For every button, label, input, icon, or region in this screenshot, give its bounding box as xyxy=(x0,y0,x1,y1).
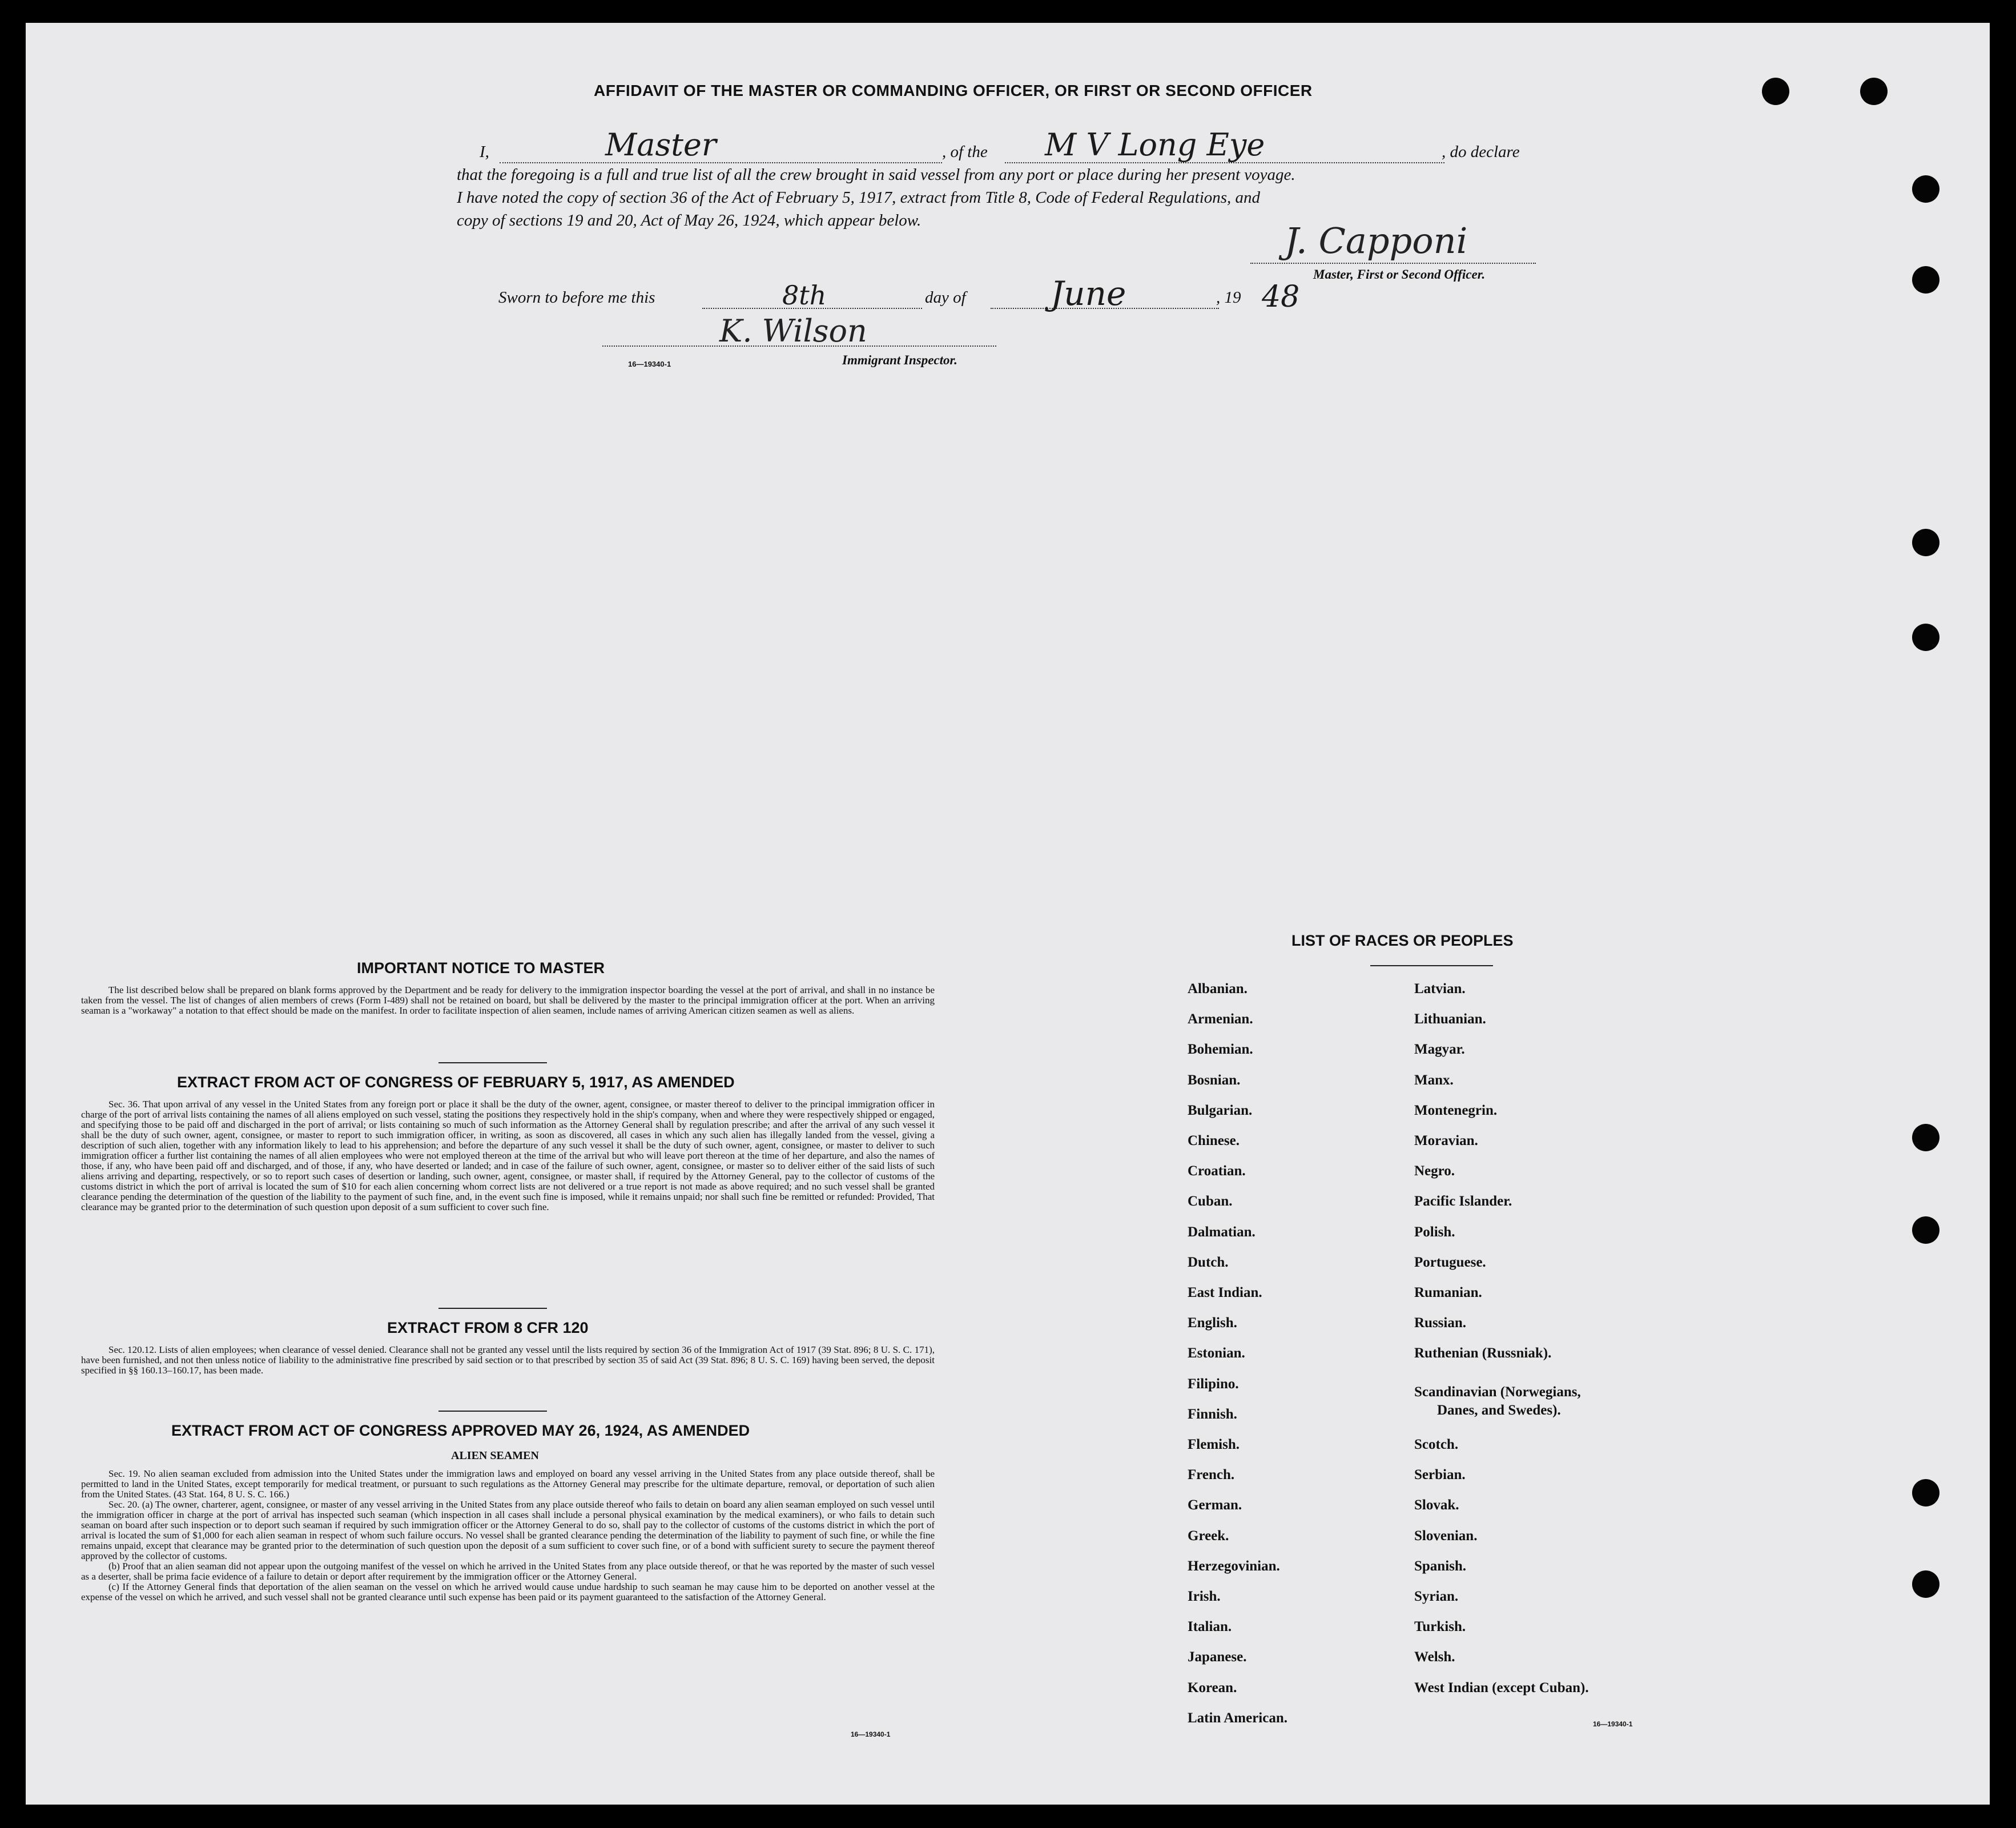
races-title: LIST OF RACES OR PEOPLES xyxy=(1291,932,1514,949)
race-item: Cuban. xyxy=(1188,1194,1233,1210)
form-number: 16—19340-1 xyxy=(628,360,671,368)
race-item: Croatian. xyxy=(1188,1163,1246,1179)
binder-hole xyxy=(1762,78,1789,105)
inspector-caption: Immigrant Inspector. xyxy=(842,353,957,367)
affidavit-i-value: Master xyxy=(605,127,717,163)
race-item: Latvian. xyxy=(1414,981,1466,997)
race-item: Dalmatian. xyxy=(1188,1224,1256,1240)
affidavit-do-declare: , do declare xyxy=(1442,143,1520,161)
divider xyxy=(438,1308,547,1309)
form-number: 16—19340-1 xyxy=(851,1730,891,1738)
race-item: Italian. xyxy=(1188,1619,1232,1635)
extract-1917-text xyxy=(81,1099,935,1212)
divider xyxy=(438,1062,547,1063)
affidavit-line-2: that the foregoing is a full and true list of all the crew brought in said vessel from any port or place during her present voyage. xyxy=(457,166,1295,184)
race-item: West Indian (except Cuban). xyxy=(1414,1680,1589,1696)
race-item: Syrian. xyxy=(1414,1589,1459,1604)
race-item: Armenian. xyxy=(1188,1011,1253,1027)
race-item: Latin American. xyxy=(1188,1710,1287,1726)
race-item: Estonian. xyxy=(1188,1345,1245,1361)
extract-cfr-text xyxy=(81,1345,935,1376)
race-item: German. xyxy=(1188,1497,1242,1513)
extract-cfr-paragraph: Sec. 120.12. Lists of alien employees; when clearance of vessel denied. Clearance shall not be granted any vessel until the lists required by section 36 of the Immigration Act of 1917 (39 Stat. 896; 8 U. S. C. 171), have been furnished, and not then unless notice of liability to the administrative fine prescribed by said section or to that prescribed by section 35 of said Act (39 Stat. 896; 8 U. S. C. 169) having been served, the deposit specified in §§ 160.13–160.17, has been made. xyxy=(81,1344,935,1376)
notice-title: IMPORTANT NOTICE TO MASTER xyxy=(357,959,605,977)
affidavit-of-the-label: , of the xyxy=(942,143,988,161)
race-item: Moravian. xyxy=(1414,1133,1478,1148)
divider xyxy=(438,1411,547,1412)
binder-hole xyxy=(1912,1216,1939,1244)
master-signature-caption: Master, First or Second Officer. xyxy=(1313,267,1486,282)
binder-hole xyxy=(1912,266,1939,294)
sec-20a-paragraph: Sec. 20. (a) The owner, charterer, agent, consignee, or master of any vessel arriving in the United States from any place outside thereof who fails to detain on board any alien seaman employed on such vessel until the immigration officer in charge at the port of arrival has inspected such seaman (which inspection in all cases shall include a personal physical examination by the medical examiners), or who fails to detain such seaman on board after such inspection or to deport such seaman if required by such immigration officer or the Attorney General to do so, shall pay to the collector of customs of the customs district in which the port of arrival is located the sum of $1,000 for each alien seaman in respect of whom such failure occurs. No vessel shall be granted clearance pending the determination of the liability to payment of such fine, or while the fine remains unpaid, except that clearance may be granted prior to the determination of such question upon the deposit of a sum sufficient to cover such fine, or of a bond with sufficient surety to secure the payment thereof approved by the collector of customs. xyxy=(81,1499,935,1561)
binder-hole xyxy=(1912,529,1939,556)
race-item: Serbian. xyxy=(1414,1467,1466,1483)
race-item: French. xyxy=(1188,1467,1235,1483)
race-item: Ruthenian (Russniak). xyxy=(1414,1345,1552,1361)
affidavit-line-3: I have noted the copy of section 36 of the Act of February 5, 1917, extract from Title 8, Code of Federal Regulations, and xyxy=(457,188,1261,207)
race-item: Slovenian. xyxy=(1414,1528,1478,1544)
race-item: Lithuanian. xyxy=(1414,1011,1486,1027)
extract-1917-paragraph: Sec. 36. That upon arrival of any vessel in the United States from any foreign port or place it shall be the duty of the owner, agent, consignee, or master thereof to deliver to the principal immigration officer in charge of the port of arrival lists containing the names of all aliens employed on such vessel, stating the positions they respectively hold in the ship's company, when and where they were respectively shipped or engaged, and specifying those to be paid off and discharged in the port of arrival; or lists containing so much of such information as the Attorney General shall by regulation prescribe; and after the arrival of any such vessel it shall be the duty of such owner, agent, consignee, or master to report to such immigration officer, in writing, as soon as discovered, all cases in which any such alien has illegally landed from the vessel, giving a description of such alien, together with any information likely to lead to his apprehension; and before the departure of any such vessel it shall be the duty of such owner, agent, consignee, or master to deliver to such immigration officer a further list containing the names of all alien employees who were not employed thereon at the time of the arrival but who will leave port thereon at the time of her departure, and also the names of those, if any, who have been paid off and discharged, and of those, if any, who have deserted or landed; and in case of the failure of such owner, agent, consignee, or master so to deliver either of the said lists of such aliens arriving and departing, respectively, or so to report such cases of desertion or landing, such owner, agent, consignee, or master shall, if required by the Attorney General, pay to the collector of customs of the customs district in which the port of arrival is located the sum of $10 for each alien concerning whom correct lists are not delivered or a true report is not made as above required; and no such vessel shall be granted clearance pending the determination of the question of the liability to the payment of such fine, and, in the event such fine is imposed, while it remains unpaid; nor shall such fine be remitted or refunded: Provided, That clearance may be granted prior to the determination of such question upon deposit of a sum sufficient to cover such fine. xyxy=(81,1099,935,1212)
divider xyxy=(1370,965,1493,966)
sworn-day-value: 8th xyxy=(782,280,827,311)
race-item: Irish. xyxy=(1188,1589,1221,1604)
extract-cfr-title: EXTRACT FROM 8 CFR 120 xyxy=(387,1319,589,1336)
race-item: Spanish. xyxy=(1414,1558,1467,1574)
extract-1924-subtitle: ALIEN SEAMEN xyxy=(451,1449,539,1462)
binder-hole xyxy=(1912,1124,1939,1151)
binder-hole xyxy=(1912,175,1939,203)
year-prefix: , 19 xyxy=(1216,288,1241,307)
affidavit-line-4: copy of sections 19 and 20, Act of May 26, 1924, which appear below. xyxy=(457,211,922,230)
race-item: Pacific Islander. xyxy=(1414,1194,1512,1210)
affidavit-vessel-value: M V Long Eye xyxy=(1045,127,1265,163)
race-item: Montenegrin. xyxy=(1414,1102,1498,1118)
binder-hole xyxy=(1860,78,1888,105)
race-item: Albanian. xyxy=(1188,981,1248,997)
race-item: Portuguese. xyxy=(1414,1254,1486,1270)
race-item: Russian. xyxy=(1414,1315,1467,1331)
race-item: Magyar. xyxy=(1414,1042,1465,1058)
race-item: Bohemian. xyxy=(1188,1042,1253,1058)
form-number: 16—19340-1 xyxy=(1593,1720,1633,1728)
race-item: Filipino. xyxy=(1188,1376,1239,1392)
year-suffix: 48 xyxy=(1262,280,1300,314)
race-item: Slovak. xyxy=(1414,1497,1459,1513)
race-item: Bosnian. xyxy=(1188,1072,1241,1088)
race-item: Herzegovinian. xyxy=(1188,1558,1280,1574)
race-item: Negro. xyxy=(1414,1163,1455,1179)
race-item: Scandinavian (Norwegians, xyxy=(1414,1384,1581,1400)
binder-hole xyxy=(1912,1570,1939,1598)
race-item: Manx. xyxy=(1414,1072,1454,1088)
sworn-month-value: June xyxy=(1051,274,1126,313)
sec-20c-paragraph: (c) If the Attorney General finds that deportation of the alien seaman on the vessel on which he arrived would cause undue hardship to such seaman he may cause him to be deported on another vessel at the expense of the vessel on which he arrived, and such vessel shall not be granted clearance until such expense has been paid or its payment guaranteed to the satisfaction of the Attorney General. xyxy=(81,1581,935,1602)
sec-20b-paragraph: (b) Proof that an alien seaman did not appear upon the outgoing manifest of the vessel on which he arrived in the United States from any place outside thereof, or that he was reported by the master of such vessel as a deserter, shall be prima facie evidence of a failure to detain or deport after requirement by the immigration officer or the Attorney General. xyxy=(81,1561,935,1582)
race-item: Korean. xyxy=(1188,1680,1237,1696)
race-item: Polish. xyxy=(1414,1224,1455,1240)
i-fill-line xyxy=(500,143,942,163)
race-item: Scotch. xyxy=(1414,1437,1459,1452)
race-item: Japanese. xyxy=(1188,1649,1247,1665)
notice-paragraph: The list described below shall be prepared on blank forms approved by the Department and be ready for delivery to the immigration inspector boarding the vessel at the port of arrival, and shall in no instance be taken from the vessel. The list of changes of alien members of crews (Form I-489) shall not be retained on board, but shall be delivered by the master to the principal immigration officer at the port. When an arriving seaman is a "workaway" a notation to that effect should be made on the manifest. In order to facilitate inspection of alien seamen, include names of arriving American citizen seamen as well as aliens. xyxy=(81,985,935,1016)
race-item: Greek. xyxy=(1188,1528,1229,1544)
race-item: Welsh. xyxy=(1414,1649,1455,1665)
race-item: Flemish. xyxy=(1188,1437,1240,1452)
affidavit-title: AFFIDAVIT OF THE MASTER OR COMMANDING OFFICER, OR FIRST OR SECOND OFFICER xyxy=(594,82,1313,99)
race-item: Dutch. xyxy=(1188,1254,1229,1270)
race-item: Turkish. xyxy=(1414,1619,1466,1635)
sec-19-paragraph: Sec. 19. No alien seaman excluded from admission into the United States under the immigration laws and employed on board any vessel arriving in the United States from any place outside thereof, shall be permitted to land in the United States, except temporarily for medical treatment, or pursuant to such regulations as the Attorney General may prescribe for the ultimate departure, removal, or deportation of such alien from the United States. (43 Stat. 164, 8 U. S. C. 166.) xyxy=(81,1468,935,1500)
notice-text xyxy=(81,985,935,1016)
race-item: East Indian. xyxy=(1188,1285,1262,1300)
extract-1917-title: EXTRACT FROM ACT OF CONGRESS OF FEBRUARY 5, 1917, AS AMENDED xyxy=(177,1074,735,1091)
binder-hole xyxy=(1912,1479,1939,1506)
extract-1924-text xyxy=(81,1469,935,1602)
race-item: Finnish. xyxy=(1188,1406,1237,1422)
sworn-label: Sworn to before me this xyxy=(498,288,655,307)
inspector-signature: K. Wilson xyxy=(719,313,867,349)
race-item: English. xyxy=(1188,1315,1237,1331)
master-signature: J. Capponi xyxy=(1285,220,1468,262)
race-item: Chinese. xyxy=(1188,1133,1240,1148)
race-item: Bulgarian. xyxy=(1188,1102,1253,1118)
race-item-continued: Danes, and Swedes). xyxy=(1437,1402,1561,1418)
extract-1924-title: EXTRACT FROM ACT OF CONGRESS APPROVED MAY 26, 1924, AS AMENDED xyxy=(171,1422,750,1439)
day-of-label: day of xyxy=(925,288,966,307)
binder-hole xyxy=(1912,624,1939,651)
race-item: Rumanian. xyxy=(1414,1285,1482,1300)
affidavit-i-label: I, xyxy=(480,143,489,161)
